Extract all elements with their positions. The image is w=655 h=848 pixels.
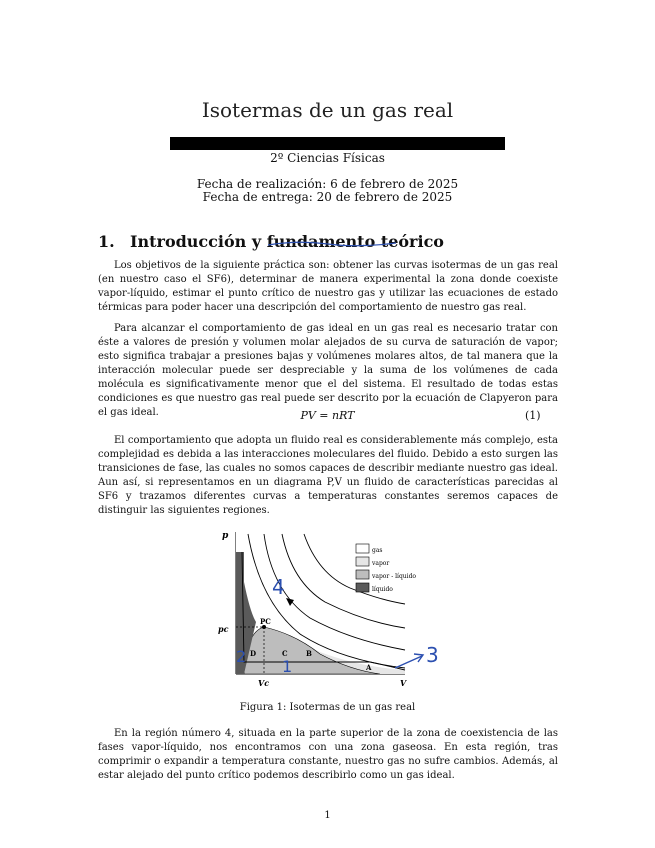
point-c-label: C xyxy=(282,649,288,658)
point-a-label: A xyxy=(366,663,372,672)
legend-gas: gas xyxy=(372,547,383,554)
handwritten-3: 3 xyxy=(426,643,439,667)
p-axis-label: p xyxy=(222,531,229,541)
section-title: Introducción y fundamento teórico xyxy=(130,232,444,251)
page-number: 1 xyxy=(324,810,331,821)
document-title: Isotermas de un gas real xyxy=(201,98,454,122)
point-b-label: B xyxy=(306,649,312,658)
legend-vapor-liquid: vapor - líquido xyxy=(372,573,417,580)
point-pc-label: PC xyxy=(260,617,271,626)
vc-label: Vc xyxy=(258,678,270,688)
paragraph-objectives: Los objetivos de la siguiente práctica son: obtener las curvas isotermas de un gas real (en nuestro caso el SF6), determinar de manera experimental la zona donde coexiste vapor-líquido, estimar el punto crítico de nuestro gas y utilizar las ecuaciones de estado térmicas para poder hacer una descripción del comportamiento de nuestro gas real. xyxy=(98,260,558,313)
legend-vapor: vapor xyxy=(372,560,390,567)
course-line: 2º Ciencias Físicas xyxy=(270,151,385,165)
delivery-date: Fecha de entrega: 20 de febrero de 2025 xyxy=(202,190,453,204)
handwritten-4: 4 xyxy=(272,575,285,599)
paragraph-ideal-gas: Para alcanzar el comportamiento de gas ideal en un gas real es necesario tratar con éste a valores de presión y volumen molar alejados de su curva de saturación de vapor; esto significa trabajar a presiones bajas y volúmenes molares altos, de tal manera que la interacción molecular puede ser despreciable y la suma de los volúmenes de cada molécula es significativamente menor que el del sistema. El resultado de todas estas condiciones es que nuestro gas real puede ser descrito por la ecuación de Clapyeron para el gas ideal. xyxy=(98,323,558,418)
realization-date: Fecha de realización: 6 de febrero de 2025 xyxy=(196,177,459,191)
handwritten-2: 2 xyxy=(236,647,247,666)
v-label: V xyxy=(400,678,407,688)
point-d-label: D xyxy=(250,649,257,658)
strike-scribble xyxy=(268,240,398,248)
equation-number: (1) xyxy=(525,409,541,422)
isotherm-figure xyxy=(200,522,460,694)
figure-caption: Figura 1: Isotermas de un gas real xyxy=(239,702,416,713)
legend-liquid: líquido xyxy=(372,586,393,593)
paragraph-real-fluid: El comportamiento que adopta un fluido real es considerablemente más complejo, esta complejidad es debida a las interacciones moleculares del fluido. Debido a esto surgen las transiciones de fase, las cuales no somos capaces de describir mediante nuestro gas ideal. Aun así, si representamos en un diagrama P,V un fluido de características parecidas al SF6 y trazamos diferentes curvas a temperaturas constantes seremos capaces de distinguir las siguientes regiones. xyxy=(98,435,558,516)
equation: PV = nRT xyxy=(300,409,355,422)
paragraph-region-4: En la región número 4, situada en la parte superior de la zona de coexistencia de las fases vapor-líquido, nos encontramos con una zona gaseosa. En esta región, tras comprimir o expandir a temperatura constante, nuestro gas no sufre cambios. Además, al estar alejado del punto crítico podemos describirlo como un gas ideal. xyxy=(98,728,558,781)
pc-label: pc xyxy=(218,624,229,634)
handwritten-1: 1 xyxy=(282,657,293,676)
section-number: 1. xyxy=(98,232,115,251)
redacted-author-bar xyxy=(170,137,505,150)
